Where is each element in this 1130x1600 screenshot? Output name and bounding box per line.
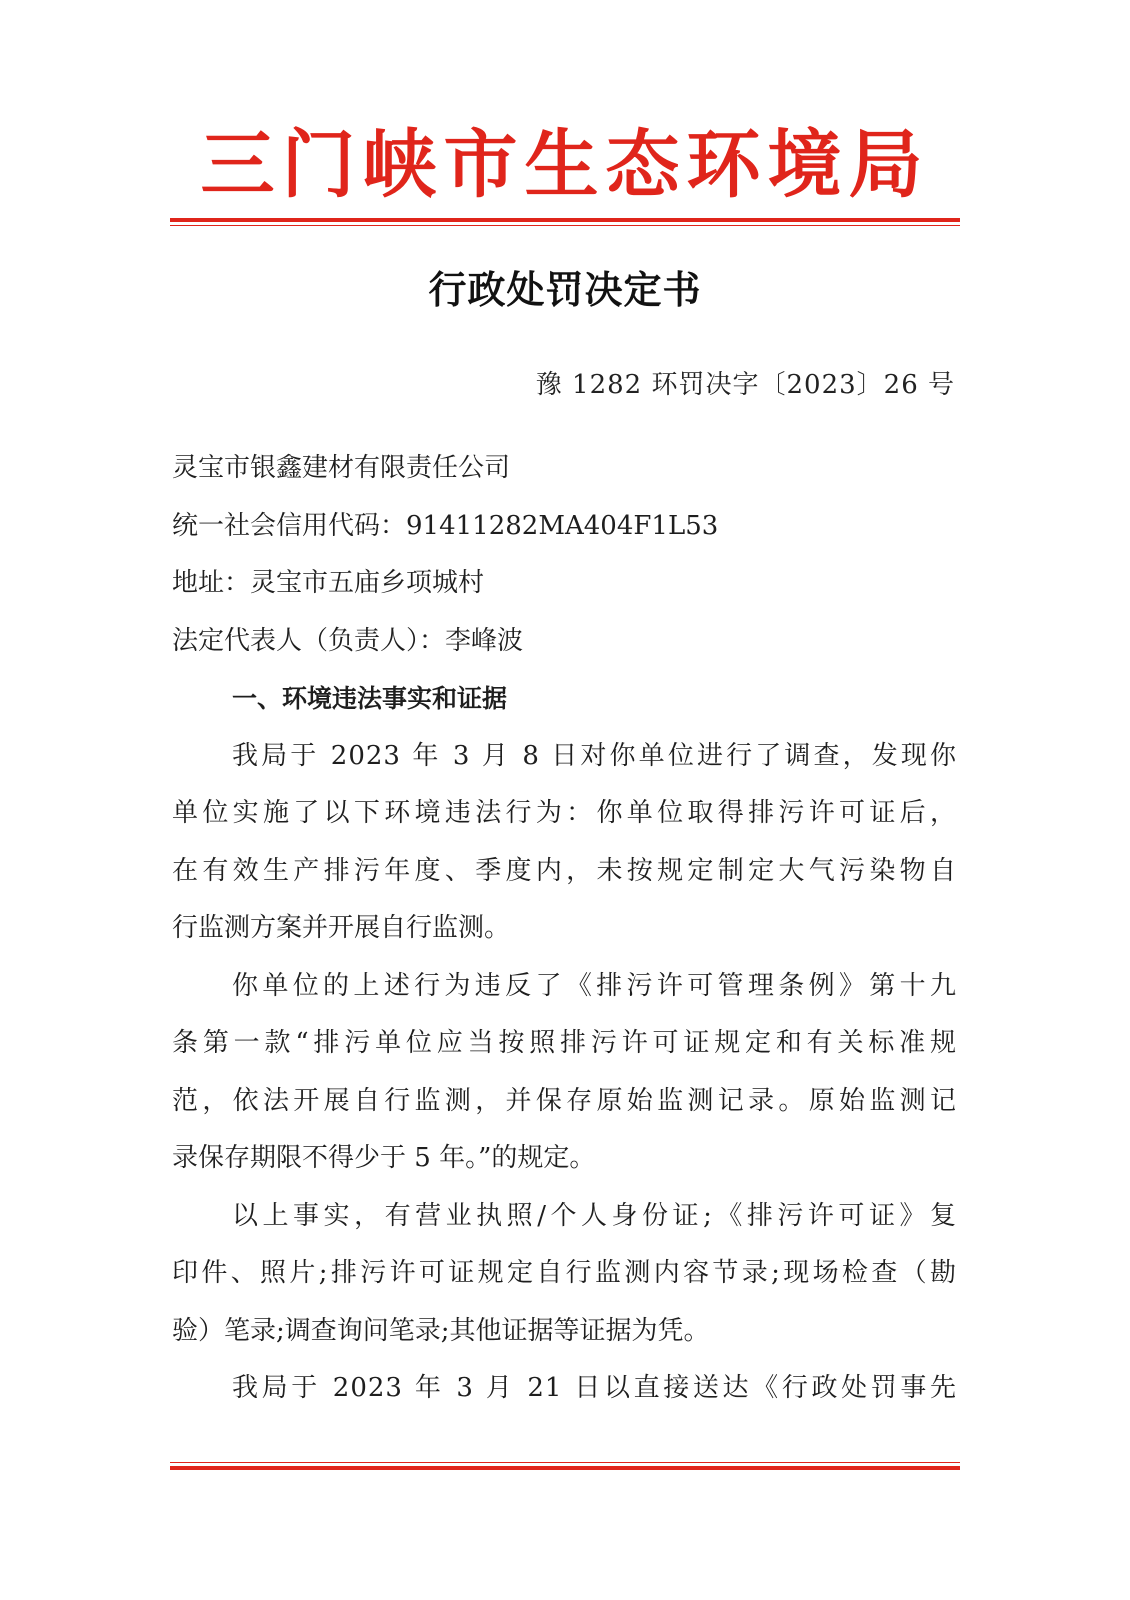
paragraph-line: 单位实施了以下环境违法行为：你单位取得排污许可证后， xyxy=(172,798,957,828)
section-heading: 一、环境违法事实和证据 xyxy=(232,684,508,713)
document-title: 行政处罚决定书 xyxy=(428,268,702,312)
party-address: 地址：灵宝市五庙乡项城村 xyxy=(172,568,485,598)
document-body xyxy=(172,440,957,1418)
letterhead-divider-thin xyxy=(170,225,960,226)
paragraph-investigation xyxy=(172,728,957,958)
paragraph-line: 你单位的上述行为违反了《排污许可管理条例》第十九 xyxy=(232,970,957,1001)
agency-letterhead-title: 三门峡市生态环境局 xyxy=(200,122,930,208)
paragraph-line: 录保存期限不得少于 5 年。”的规定。 xyxy=(172,1143,596,1173)
party-representative: 法定代表人（负责人）：李峰波 xyxy=(172,625,524,656)
party-name: 灵宝市银鑫建材有限责任公司 xyxy=(172,453,511,483)
footer-divider-thick xyxy=(170,1466,960,1470)
letterhead-divider-thick xyxy=(170,218,960,222)
paragraph-line: 验）笔录;调查询问笔录;其他证据等证据为凭。 xyxy=(172,1315,710,1346)
paragraph-line: 在有效生产排污年度、季度内，未按规定制定大气污染物自 xyxy=(172,855,957,886)
paragraph-violation xyxy=(172,958,957,1188)
paragraph-line: 我局于 2023 年 3 月 21 日以直接送达《行政处罚事先 xyxy=(232,1373,957,1403)
party-credit-code: 统一社会信用代码：91411282MA404F1L53 xyxy=(172,510,719,541)
paragraph-line: 印件、照片;排污许可证规定自行监测内容节录;现场检查（勘 xyxy=(172,1258,957,1288)
paragraph-line: 范，依法开展自行监测，并保存原始监测记录。原始监测记 xyxy=(172,1085,957,1116)
paragraph-notice xyxy=(172,1360,957,1418)
paragraph-line: 以上事实，有营业执照/个人身份证;《排污许可证》复 xyxy=(232,1200,957,1231)
paragraph-line: 条第一款“排污单位应当按照排污许可证规定和有关标准规 xyxy=(172,1028,957,1058)
footer-divider-thin xyxy=(170,1462,960,1463)
document-number: 豫 1282 环罚决字〔2023〕26 号 xyxy=(535,370,955,400)
paragraph-evidence xyxy=(172,1188,957,1361)
paragraph-line: 我局于 2023 年 3 月 8 日对你单位进行了调查，发现你 xyxy=(232,740,957,771)
paragraph-line: 行监测方案并开展自行监测。 xyxy=(172,913,511,943)
